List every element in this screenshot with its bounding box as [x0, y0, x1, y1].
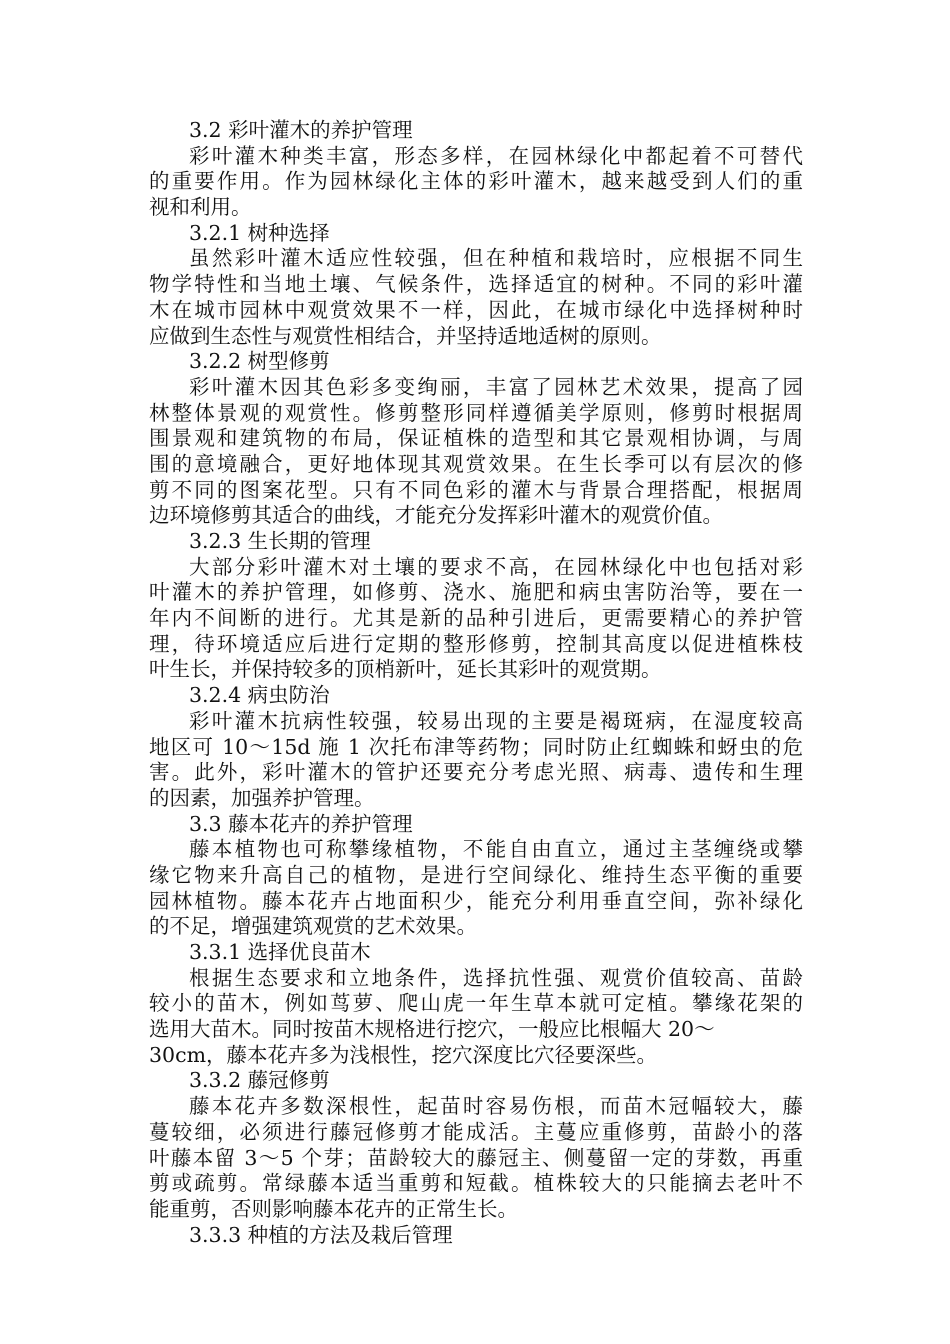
paragraph-line: 叶灌木的养护管理，如修剪、浇水、施肥和病虫害防治等，要在一	[149, 580, 803, 605]
paragraph-line: 蔓较细，必须进行藤冠修剪才能成活。主蔓应重修剪，苗龄小的落	[149, 1119, 803, 1144]
paragraph-line: 彩叶灌木抗病性较强，较易出现的主要是褐斑病，在湿度较高	[189, 708, 803, 733]
paragraph-line: 较小的苗木，例如茑萝、爬山虎一年生草本就可定植。攀缘花架的	[149, 991, 803, 1016]
paragraph-line: 藤本植物也可称攀缘植物，不能自由直立，通过主茎缠绕或攀	[189, 837, 803, 862]
paragraph-line: 叶生长，并保持较多的顶梢新叶，延长其彩叶的观赏期。	[149, 657, 662, 682]
paragraph-line: 虽然彩叶灌木适应性较强，但在种植和栽培时，应根据不同生	[189, 246, 803, 271]
paragraph-line: 围的意境融合，更好地体现其观赏效果。在生长季可以有层次的修	[149, 451, 803, 476]
section-heading: 3.2.2 树型修剪	[189, 349, 330, 374]
section-heading: 3.3.3 种植的方法及栽后管理	[189, 1222, 453, 1247]
paragraph-line: 彩叶灌木种类丰富，形态多样，在园林绿化中都起着不可替代	[189, 143, 803, 168]
paragraph-line: 大部分彩叶灌木对土壤的要求不高，在园林绿化中也包括对彩	[189, 554, 803, 579]
paragraph-line: 园林植物。藤本花卉占地面积少，能充分利用垂直空间，弥补绿化	[149, 888, 803, 913]
paragraph-line: 围景观和建筑物的布局，保证植株的造型和其它景观相协调，与周	[149, 426, 803, 451]
section-heading: 3.2.1 树种选择	[189, 220, 330, 245]
paragraph-line: 叶藤本留 3～5 个芽；苗龄较大的藤冠主、侧蔓留一定的芽数，再重	[149, 1145, 803, 1170]
paragraph-line: 根据生态要求和立地条件，选择抗性强、观赏价值较高、苗龄	[189, 965, 803, 990]
paragraph-line: 林整体景观的观赏性。修剪整形同样遵循美学原则，修剪时根据周	[149, 400, 803, 425]
paragraph-line: 害。此外，彩叶灌木的管护还要充分考虑光照、病毒、遗传和生理	[149, 760, 803, 785]
paragraph-line: 地区可 10～15d 施 1 次托布津等药物；同时防止红蜘蛛和蚜虫的危	[149, 734, 803, 759]
paragraph-line: 应做到生态性与观赏性相结合，并坚持适地适树的原则。	[149, 323, 662, 348]
document-page	[149, 118, 803, 1248]
paragraph-line: 年内不间断的进行。尤其是新的品种引进后，更需要精心的养护管	[149, 606, 803, 631]
section-heading: 3.2 彩叶灌木的养护管理	[189, 118, 413, 142]
paragraph-line: 剪或疏剪。常绿藤本适当重剪和短截。植株较大的只能摘去老叶不	[149, 1171, 803, 1196]
paragraph-line: 边环境修剪其适合的曲线，才能充分发挥彩叶灌木的观赏价值。	[149, 503, 723, 528]
paragraph-line: 彩叶灌木因其色彩多变绚丽，丰富了园林艺术效果，提高了园	[189, 374, 803, 399]
section-heading: 3.2.3 生长期的管理	[189, 529, 371, 553]
section-heading: 3.3.2 藤冠修剪	[189, 1068, 330, 1093]
paragraph-line: 的不足，增强建筑观赏的艺术效果。	[149, 914, 477, 939]
paragraph-line: 物学特性和当地土壤、气候条件，选择适宜的树种。不同的彩叶灌	[149, 272, 803, 297]
paragraph-line: 理，待环境适应后进行定期的整形修剪，控制其高度以促进植株枝	[149, 631, 803, 656]
paragraph-line: 木在城市园林中观赏效果不一样，因此，在城市绿化中选择树种时	[149, 297, 803, 322]
paragraph-line: 缘它物来升高自己的植物，是进行空间绿化、维持生态平衡的重要	[149, 862, 803, 887]
paragraph-line: 的重要作用。作为园林绿化主体的彩叶灌木，越来越受到人们的重	[149, 169, 803, 194]
paragraph-line: 30cm，藤本花卉多为浅根性，挖穴深度比穴径要深些。	[149, 1042, 658, 1067]
paragraph-line: 选用大苗木。同时按苗木规格进行挖穴，一般应比根幅大 20～	[149, 1017, 715, 1042]
section-heading: 3.3 藤本花卉的养护管理	[189, 811, 413, 836]
paragraph-line: 视和利用。	[149, 195, 252, 220]
section-heading: 3.2.4 病虫防治	[189, 683, 330, 708]
paragraph-line: 的因素，加强养护管理。	[149, 785, 375, 810]
section-heading: 3.3.1 选择优良苗木	[189, 940, 371, 964]
paragraph-line: 剪不同的图案花型。只有不同色彩的灌木与背景合理搭配，根据周	[149, 477, 803, 502]
paragraph-line: 能重剪，否则影响藤本花卉的正常生长。	[149, 1196, 518, 1221]
paragraph-line: 藤本花卉多数深根性，起苗时容易伤根，而苗木冠幅较大，藤	[189, 1094, 803, 1119]
